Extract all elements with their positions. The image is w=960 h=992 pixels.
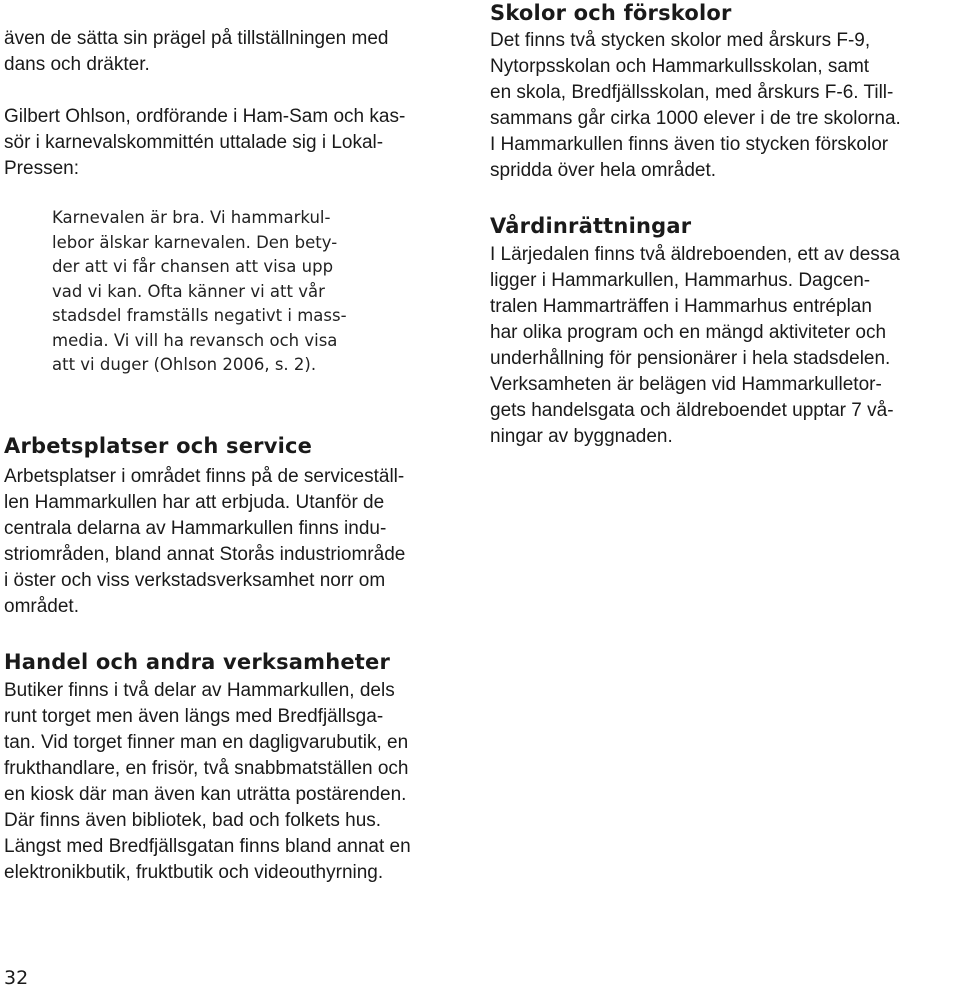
text-line: Arbetsplatser i området finns på de serviceställ- [4,466,405,487]
page-number: 32 [4,967,29,989]
text-line: elektronikbutik, fruktbutik och videouthyrning. [4,862,384,883]
text-line: tralen Hammarträffen i Hammarhus entréplan [490,296,872,317]
text-line: sammans går cirka 1000 elever i de tre skolorna. [490,108,901,129]
section-heading-schools: Skolor och förskolor [490,1,732,25]
quote-line: media. Vi vill ha revansch och visa [52,330,338,350]
quote-line: stadsdel framställs negativt i mass- [52,306,347,325]
care-paragraph [490,242,956,450]
section-heading-care: Vårdinrättningar [490,214,692,238]
text-line: ningar av byggnaden. [490,426,673,447]
text-line: en kiosk där man även kan uträtta postärenden. [4,784,407,805]
text-line: Verksamheten är belägen vid Hammarkulletor- [490,374,882,395]
quote-line: lebor älskar karnevalen. Den bety- [52,232,338,252]
trade-paragraph [4,678,476,886]
schools-paragraph [490,28,956,184]
text-line: Butiker finns i två delar av Hammarkullen, dels [4,680,395,701]
text-line: ligger i Hammarkullen, Hammarhus. Dagcen- [490,270,871,291]
text-line: I Hammarkullen finns även tio stycken förskolor [490,134,889,155]
text-line: frukthandlare, en frisör, två snabbmatställen och [4,758,409,779]
text-line: striområden, bland annat Storås industriområde [4,544,406,565]
work-paragraph [4,464,476,620]
text-line: Där finns även bibliotek, bad och folkets hus. [4,810,382,831]
text-line: centrala delarna av Hammarkullen finns indu- [4,518,387,539]
intro-paragraph [4,26,476,78]
quote-line: der att vi får chansen att visa upp [52,257,334,276]
quote-line: att vi duger (Ohlson 2006, s. 2). [52,355,317,374]
text-line: tan. Vid torget finner man en dagligvarubutik, en [4,732,409,753]
text-line: i öster och viss verkstadsverksamhet norr om [4,570,386,591]
text-line: Längst med Bredfjällsgatan finns bland annat en [4,836,411,857]
quote-line: vad vi kan. Ofta känner vi att vår [52,281,325,301]
text-line: sör i karnevalskommittén uttalade sig i Lokal- [4,132,384,153]
text-line: Nytorpsskolan och Hammarkullsskolan, samt [490,56,870,77]
block-quote [52,206,402,378]
text-line: har olika program och en mängd aktiviteter och [490,322,887,343]
section-heading-work: Arbetsplatser och service [4,434,313,458]
text-line: gets handelsgata och äldreboendet upptar 7 vå- [490,400,894,421]
text-line: I Lärjedalen finns två äldreboenden, ett av dessa [490,244,900,265]
text-line: Gilbert Ohlson, ordförande i Ham-Sam och kas- [4,106,406,127]
text-line: Det finns två stycken skolor med årskurs F-9, [490,30,871,51]
text-line: en skola, Bredfjällsskolan, med årskurs F-6. Till- [490,82,894,103]
text-line: underhållning för pensionärer i hela stadsdelen. [490,348,891,369]
text-line: även de sätta sin prägel på tillställningen med [4,28,389,49]
text-line: Pressen: [4,158,79,179]
ohlson-paragraph [4,104,476,182]
text-line: området. [4,596,79,617]
section-heading-trade: Handel och andra verksamheter [4,650,391,674]
text-line: runt torget men även längs med Bredfjällsga- [4,706,384,727]
text-line: dans och dräkter. [4,54,150,75]
text-line: spridda över hela området. [490,160,717,181]
text-line: len Hammarkullen har att erbjuda. Utanför de [4,492,385,513]
quote-line: Karnevalen är bra. Vi hammarkul- [52,208,331,227]
